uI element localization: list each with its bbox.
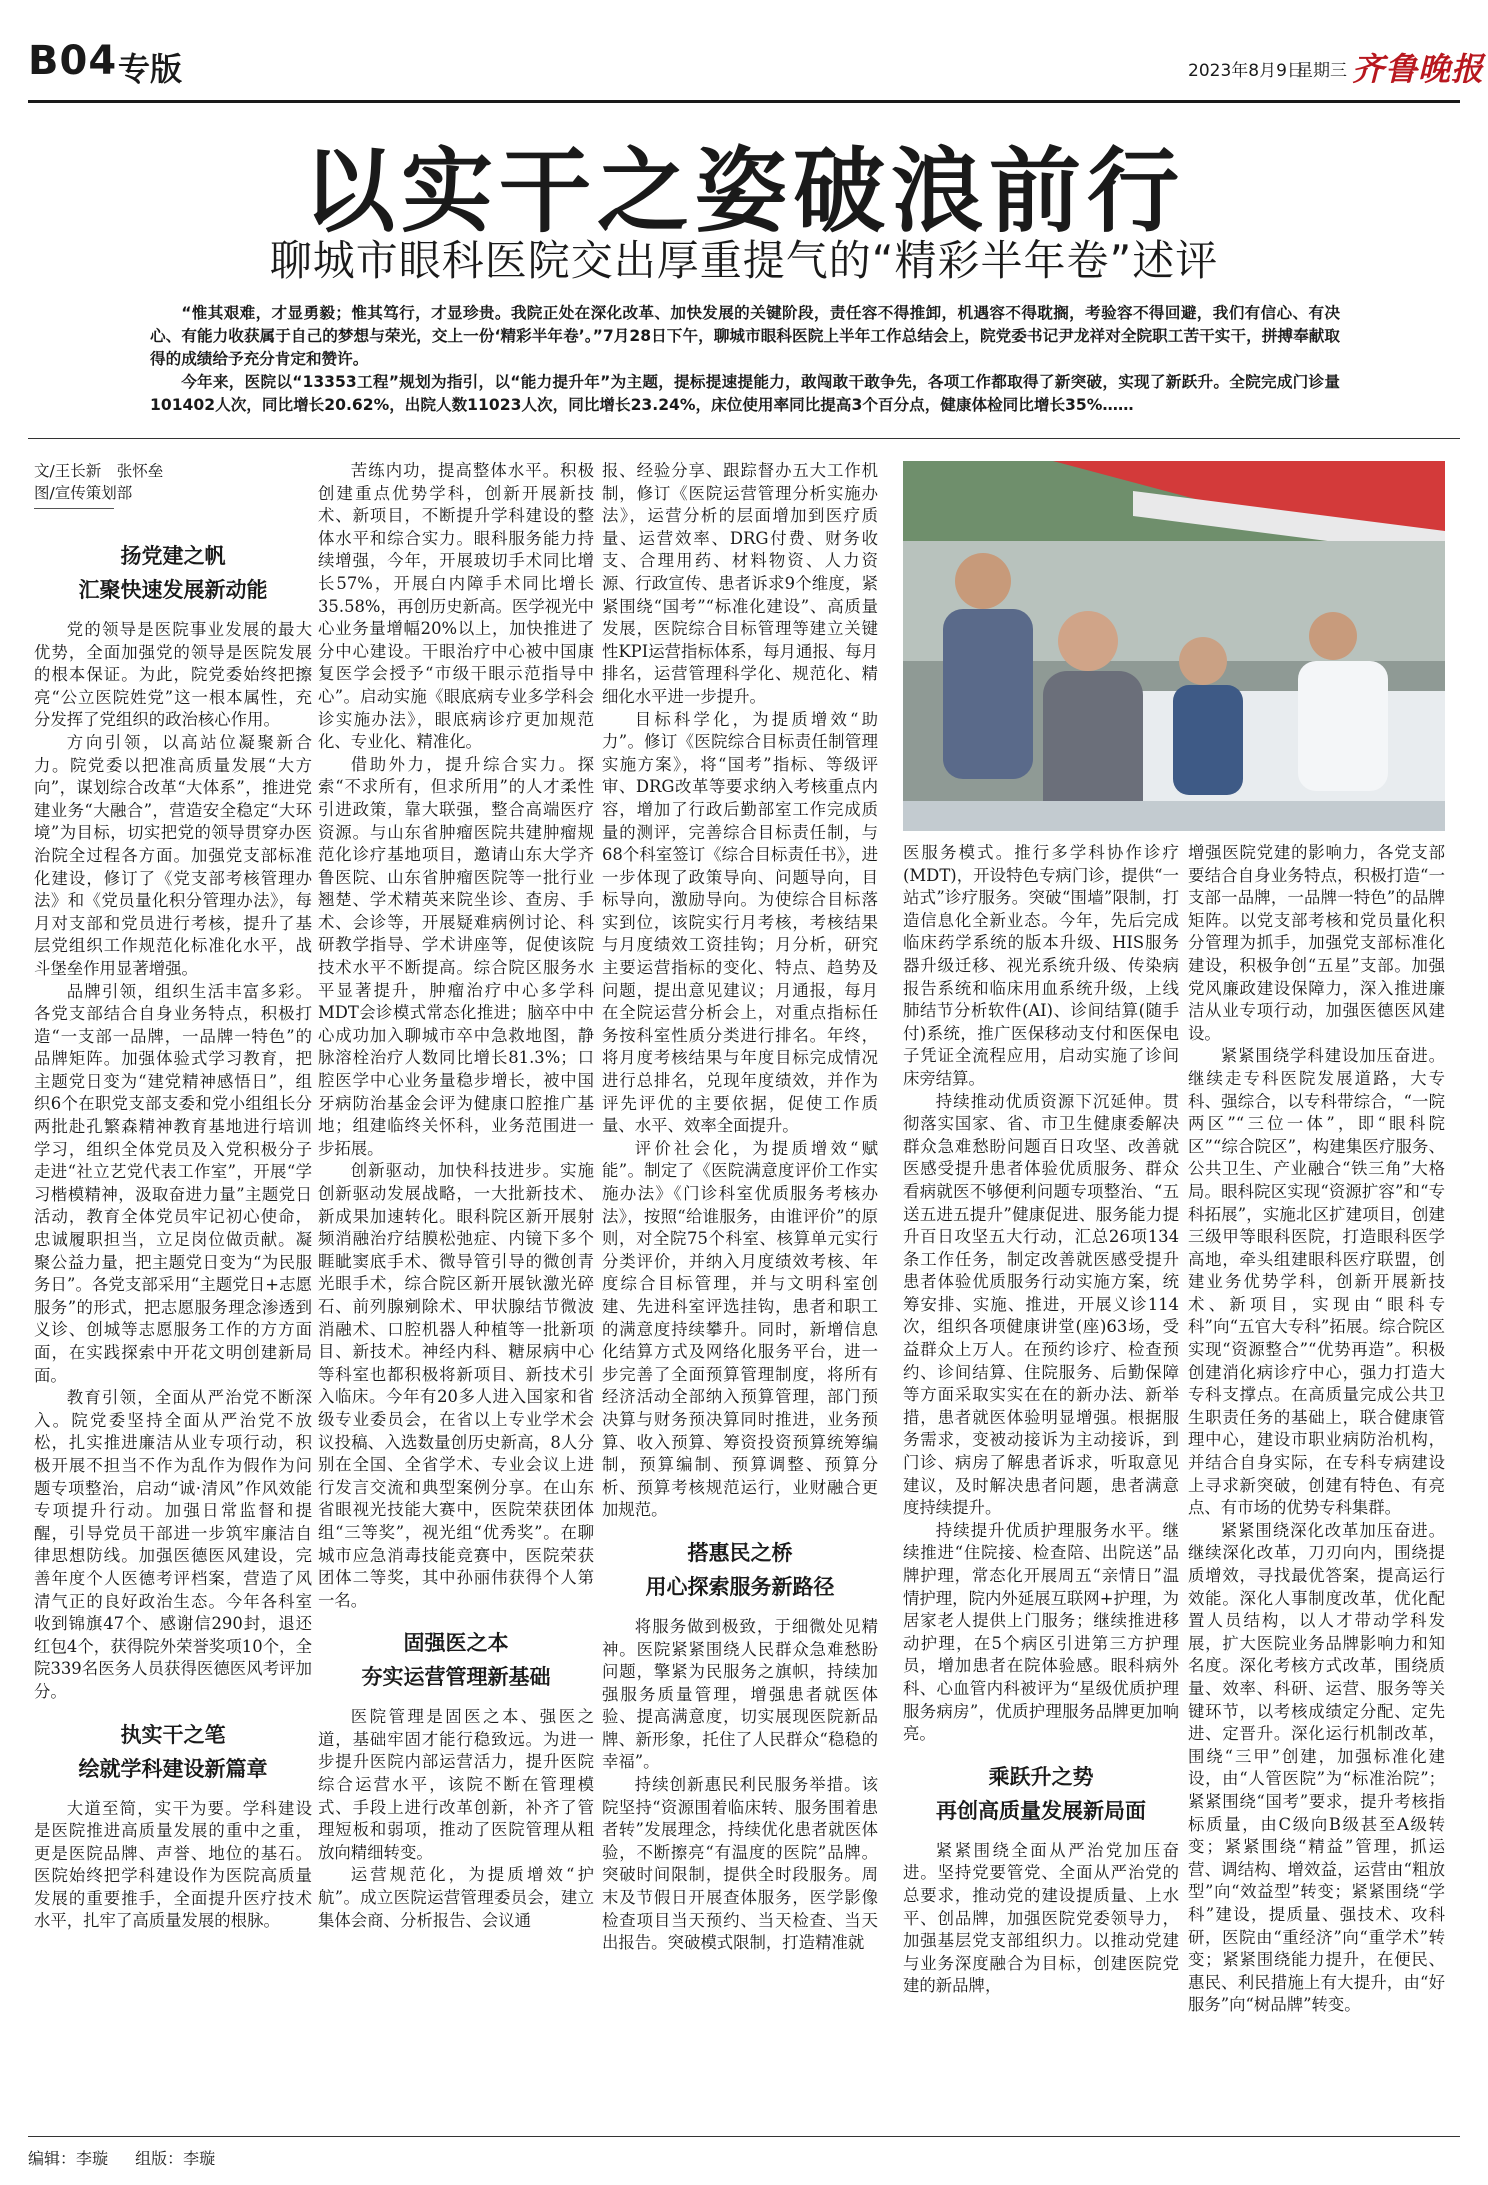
issue-date: 2023年8月9日: [1188, 61, 1304, 81]
body-paragraph: 报、经验分享、跟踪督办五大工作机制，修订《医院运营管理分析实施办法》，运营分析的层面增加到医疗质量、运营效率、DRG付费、财务收支、合理用药、材料物资、人力资源、行政宣传、患者诉求9个维度，紧紧围绕“国考”“标准化建设”、高质量发展，医院综合目标管理等建立关键性KPI运营指标体系，每月通报、每月排名，运营管理科学化、规范化、精细化水平进一步提升。: [602, 461, 878, 706]
body-paragraph: 持续创新惠民利民服务举措。该院坚持“资源围着临床转、服务围着患者转”发展理念，持续优化患者就医体验，不断擦亮“有温度的医院”品牌。突破时间限制，提供全时段服务。周末及节假日开展查体服务，医学影像检查项目当天预约、当天检查、当天出报告。突破模式限制，打造精准就: [602, 1775, 878, 1953]
newspaper-logo: 齐鲁晚报: [1352, 50, 1485, 88]
column-3: [602, 460, 878, 1955]
lead-rule: [28, 438, 1460, 439]
section-heading-main: 乘跃升之势: [988, 1764, 1094, 1789]
body-paragraph: 紧紧围绕深化改革加压奋进。继续深化改革，刀刃向内，围绕提质增效，寻找最优答案，提高运行效能。深化人事制度改革，优化配置人员结构，以人才带动学科发展，扩大医院业务品牌影响力和知名度。深化考核方式改革，围绕质量、效率、科研、运营、服务等关键环节，以考核成绩定分配、定先进、定晋升。深化运行机制改革，围绕“三甲”创建，加强标准化建设，由“人管医院”为“标准治院”；紧紧围绕“国考”要求，提升考核指标质量，由C级向B级甚至A级转变；紧紧围绕“精益”管理，抓运营、调结构、增效益，运营由“粗放型”向“效益型”转变；紧紧围绕“学科”建设，提质量、强技术、攻科研，医院由“重经济”向“重学术”转变；紧紧围绕能力提升，在便民、惠民、利民措施上有大提升，由“好服务”向“树品牌”转变。: [1188, 1520, 1445, 2015]
section-heading: [318, 1626, 594, 1694]
lead-paragraph: [150, 302, 1340, 417]
body-paragraph: 借助外力，提升综合实力。探索“不求所有，但求所用”的人才柔性引进政策，靠大联强，整合高端医疗资源。与山东省肿瘤医院共建肿瘤规范化诊疗基地项目，邀请山东大学齐鲁医院、山东省肿瘤医院等一批行业翘楚、学术精英来院坐诊、查房、手术、会诊等，开展疑难病例讨论、科研教学指导、学术讲座等，促使该院技术水平不断提高。综合院区服务水平显著提升，肿瘤治疗中心多学科MDT会诊模式常态化推进；脑卒中中心成功加入聊城市卒中急救地图，静脉溶栓治疗人数同比增长81.3%；口腔医学中心业务量稳步增长，被中国牙病防治基金会评为健康口腔推广基地；组建临终关怀科，业务范围进一步拓展。: [318, 754, 594, 1158]
body-paragraph: 持续提升优质护理服务水平。继续推进“住院接、检查陪、出院送”品牌护理，常态化开展周五“亲情日”温情护理，院内外延展互联网+护理，为居家老人提供上门服务；继续推进移动护理，在5个病区引进第三方护理员，增加患者在院体验感。眼科病外科、心血管内科被评为“星级优质护理服务病房”，优质护理服务品牌更加响亮。: [903, 1520, 1179, 1744]
section-heading: [34, 539, 312, 607]
section-heading: [602, 1536, 878, 1604]
body-paragraph: 将服务做到极致，于细微处见精神。医院紧紧围绕人民群众急难愁盼问题，擎紧为民服务之旗帜，持续加强服务质量管理，增强患者就医体验、提高满意度，切实展现医院新品牌、新形象，托住了人民群众“稳稳的幸福”。: [602, 1616, 878, 1772]
section-heading: [903, 1760, 1179, 1828]
section-heading-main: 搭惠民之桥: [687, 1540, 793, 1565]
column-1: [34, 460, 312, 1933]
body-paragraph: 党的领导是医院事业发展的最大优势，全面加强党的领导是医院发展的根本保证。为此，院党委始终把擦亮“公立医院姓党”这一根本属性，充分发挥了党组织的政治核心作用。: [34, 620, 312, 730]
header-rule: [28, 100, 1460, 103]
section-heading-sub: 再创高质量发展新局面: [936, 1798, 1146, 1823]
body-paragraph: 苦练内功，提高整体水平。积极创建重点优势学科，创新开展新技术、新项目，不断提升学科建设的整体水平和综合实力。眼科服务能力持续增强，今年，开展玻切手术同比增长57%，开展白内障手术同比增长35.58%，再创历史新高。医学视光中心业务量增幅20%以上，加快推进了分中心建设。干眼治疗中心被中国康复医学会授予“市级干眼示范指导中心”。启动实施《眼底病专业多学科会诊实施办法》，眼底病诊疗更加规范化、专业化、精准化。: [318, 461, 594, 752]
body-paragraph: 医服务模式。推行多学科协作诊疗(MDT)，开设特色专病门诊，提供“一站式”诊疗服务。突破“围墙”限制，打造信息化全新业态。今年，先后完成临床药学系统的版本升级、HIS服务器升级迁移、视光系统升级、传染病报告系统和临床用血系统升级，上线肺结节分析软件(AI)、诊间结算(随手付)系统，推广医保移动支付和医保电子凭证全流程应用，启动实施了诊间床旁结算。: [903, 843, 1179, 1088]
body-paragraph: 教育引领，全面从严治党不断深入。院党委坚持全面从严治党不放松，扎实推进廉洁从业专项行动，积极开展不担当不作为乱作为假作为问题专项整治，启动“诚·清风”作风效能专项提升行动。加强日常监督和提醒，引导党员干部进一步筑牢廉洁自律思想防线。加强医德医风建设，完善年度个人医德考评档案，营造了风清气正的良好政治生态。今年各科室收到锦旗47个、感谢信290封，退还红包4个，获得院外荣誉奖项10个，全院339名医务人员获得医德医风考评加分。: [34, 1388, 312, 1701]
footer-layout: 组版：李璇: [135, 2149, 216, 2168]
body-paragraph: 紧紧围绕全面从严治党加压奋进。坚持党要管党、全面从严治党的总要求，推动党的建设提质量、上水平、创品牌，加强医院党委领导力，加强基层党支部组织力。以推动党建与业务深度融合为目标，创建医院党建的新品牌，: [903, 1840, 1179, 1996]
column-4: [903, 842, 1179, 1998]
section-heading-main: 扬党建之帆: [120, 544, 226, 568]
section-label: 专版: [118, 50, 183, 88]
section-heading-main: 执实干之笔: [120, 1722, 226, 1747]
issue-weekday: 星期三: [1296, 61, 1347, 81]
section-heading-sub: 汇聚快速发展新动能: [78, 578, 268, 602]
lead-paragraph-2: 今年来，医院以“13353工程”规划为指引，以“能力提升年”为主题，提标提速提能力，敢闯敢干敢争先，各项工作都取得了新突破，实现了新跃升。全院完成门诊量101402人次，同比增长20.62%，出院人数11023人次，同比增长23.24%，床位使用率同比提高3个百分点，健康体检同比增长35%……: [150, 373, 1340, 414]
article-subtitle: 聊城市眼科医院交出厚重提气的“精彩半年卷”述评: [269, 236, 1219, 285]
section-heading-sub: 用心探索服务新路径: [645, 1574, 835, 1599]
lead-paragraph-1: “惟其艰难，才显勇毅；惟其笃行，才显珍贵。我院正处在深化改革、加快发展的关键阶段，责任容不得推卸，机遇容不得耽搁，考验容不得回避，我们有信心、有决心、有能力收获属于自己的梦想与荣光，交上一份‘精彩半年卷’。”7月28日下午，聊城市眼科医院上半年工作总结会上，院党委书记尹龙祥对全院职工苦干实干，拼搏奉献取得的成绩给予充分肯定和赞许。: [150, 304, 1340, 368]
byline-author: 文/王长新 张怀垒: [34, 462, 164, 480]
body-paragraph: 品牌引领，组织生活丰富多彩。各党支部结合自身业务特点，积极打造“一支部一品牌，一品牌一特色”的品牌矩阵。加强体验式学习教育，把主题党日变为“建党精神感悟日”，组织6个在职党支部支委和党小组组长分两批赴孔繁森精神教育基地进行培训学习，组织全体党员及入党积极分子走进“社立艺党代表工作室”，开展“学习楷模精神，汲取奋进力量”主题党日活动，教育全体党员牢记初心使命，忠诚履职担当，立足岗位做贡献。凝聚公益力量，把主题党日变为“为民服务日”。各党支部采用“主题党日+志愿服务”的形式，把志愿服务理念渗透到义诊、创城等志愿服务工作的方方面面，在实践探索中开花文明创建新局面。: [34, 981, 312, 1385]
section-heading: [34, 1718, 312, 1786]
body-paragraph: 目标科学化，为提质增效“助力”。修订《医院综合目标责任制管理实施方案》，将“国考”指标、等级评审、DRG改革等要求纳入考核重点内容，增加了行政后勤部室工作完成质量的测评，完善综合目标责任制，与68个科室签订《综合目标责任书》，进一步体现了政策导向、问题导向，目标导向，激励导向。为使综合目标落实到位，该院实行月考核，考核结果与月度绩效工资挂钩；月分析，研究主要运营指标的变化、特点、趋势及问题，提出意见建议；月通报，每月在全院运营分析会上，对重点指标任务按科室性质分类进行排名。年终，将月度考核结果与年度目标完成情况进行总排名，兑现年度绩效，并作为评先评优的主要依据，促使工作质量、水平、效率全面提升。: [602, 709, 878, 1136]
photo-illustration: [903, 461, 1445, 831]
column-2: [318, 460, 594, 1932]
section-heading-sub: 夯实运营管理新基础: [361, 1665, 551, 1690]
body-paragraph: 医院管理是固医之本、强医之道，基础牢固才能行稳致远。为进一步提升医院内部运营活力，提升医院综合运营水平，该院不断在管理模式、手段上进行改革创新，补齐了管理短板和弱项，推动了医院管理从粗放向精细转变。: [318, 1707, 594, 1862]
body-paragraph: 评价社会化，为提质增效“赋能”。制定了《医院满意度评价工作实施办法》《门诊科室优质服务考核办法》，按照“给谁服务，由谁评价”的原则，对全院75个科室、核算单元实行分类评价，并纳入月度绩效考核、年度综合目标管理，并与文明科室创建、先进科室评选挂钩，患者和职工的满意度持续攀升。同时，新增信息化结算方式及网络化服务平台，进一步完善了全面预算管理制度，将所有经济活动全部纳入预算管理，部门预决算与财务预决算同时推进，业务预算、收入预算、筹资投资预算统筹编制，预算编制、预算调整、预算分析、预算考核规范运行，业财融合更加规范。: [602, 1138, 878, 1520]
body-paragraph: 大道至简，实干为要。学科建设是医院推进高质量发展的重中之重，更是医院品牌、声誉、地位的基石。医院始终把学科建设作为医院高质量发展的重要推手，全面提升医疗技术水平，扎牢了高质量发展的根脉。: [34, 1798, 312, 1931]
column-5: [1188, 842, 1445, 2017]
byline: [34, 460, 312, 504]
section-heading-sub: 绘就学科建设新篇章: [78, 1756, 268, 1781]
footer-credits: [28, 2146, 237, 2169]
footer-editor: 编辑：李璇: [28, 2149, 109, 2168]
body-paragraph: 运营规范化，为提质增效“护航”。成立医院运营管理委员会，建立集体会商、分析报告、会议通: [318, 1865, 594, 1930]
body-paragraph: 创新驱动，加快科技进步。实施创新驱动发展战略，一大批新技术、新成果加速转化。眼科院区新开展射频消融治疗结膜松弛症、内镜下多个睚眦窦底手术、微导管引导的微创青光眼手术，综合院区新开展钬激光碎石、前列腺剜除术、甲状腺结节微波消融术、口腔机器人种植等一批新项目、新技术。神经内科、糖尿病中心等科室也都积极将新项目、新技术引入临床。今年有20多人进入国家和省级专业委员会，在省以上专业学术会议投稿、入选数量创历史新高，8人分别在全国、全省学术、专业会议上进行发言交流和典型案例分享。在山东省眼视光技能大赛中，医院荣获团体组“三等奖”，视光组“优秀奖”。在聊城市应急消毒技能竞赛中，医院荣获团体二等奖，其中孙丽伟获得个人第一名。: [318, 1161, 594, 1610]
photo-community-health-service: [903, 461, 1445, 831]
byline-photo-credit: 图/宣传策划部: [34, 484, 133, 502]
section-heading-main: 固强医之本: [403, 1631, 509, 1656]
body-paragraph: 紧紧围绕学科建设加压奋进。继续走专科医院发展道路，大专科、强综合，以专科带综合，“一院两区”“三位一体”，即“眼科院区”“综合院区”，构建集医疗服务、公共卫生、产业融合“铁三角”大格局。眼科院区实现“资源扩容”和“专科拓展”，实施北区扩建项目，创建三级甲等眼科医院，打造眼科医学高地，牵头组建眼科医疗联盟，创建业务优势学科，创新开展新技术、新项目，实现由“眼科专科”向“五官大专科”拓展。综合院区实现“资源整合”“优势再造”。积极创建消化病诊疗中心，强力打造大专科支撑点。在高质量完成公共卫生职责任务的基础上，联合健康管理中心，建设市职业病防治机构，并结合自身实际，在专科专病建设上寻求新突破，创建有特色、有亮点、有市场的优势专科集群。: [1188, 1046, 1445, 1518]
page-number: B04: [28, 38, 118, 84]
byline-rule: [34, 508, 114, 509]
body-paragraph: 方向引领，以高站位凝聚新合力。院党委以把准高质量发展“大方向”，谋划综合改革“大体系”，推进党建业务“大融合”，营造安全稳定“大环境”为目标，切实把党的领导贯穿办医治院全过程各方面。加强党支部标准化建设，修订了《党支部考核管理办法》和《党员量化积分管理办法》，每月对支部和党员进行考核，提升了基层党组织工作规范化标准化水平，战斗堡垒作用显著增强。: [34, 732, 312, 978]
footer-rule: [28, 2136, 1460, 2137]
body-paragraph: 持续推动优质资源下沉延伸。贯彻落实国家、省、市卫生健康委解决群众急难愁盼问题百日攻坚、改善就医感受提升患者体验优质服务、群众看病就医不够便利问题专项整治、“五送五进五提升”健康促进、服务能力提升百日攻坚五大行动，汇总26项134条工作任务，制定改善就医感受提升患者体验优质服务行动实施方案，统筹安排、实施、推进，开展义诊114次，组织各项健康讲堂(座)63场，受益群众上万人。在预约诊疗、检查预约、诊间结算、住院服务、后勤保障等方面采取实实在在的新办法、新举措，患者就医体验明显增强。根据服务需求，变被动接诉为主动接诉，到门诊、病房了解患者诉求，听取意见建议，及时解决患者问题，患者满意度持续提升。: [903, 1091, 1179, 1518]
body-paragraph: 增强医院党建的影响力，各党支部要结合自身业务特点，积极打造“一支部一品牌，一品牌一特色”的品牌矩阵。以党支部考核和党员量化积分管理为抓手，加强党支部标准化建设，积极争创“五星”支部。加强党风廉政建设保障力，深入推进廉洁从业专项行动，加强医德医风建设。: [1188, 843, 1445, 1043]
article-title: 以实干之姿破浪前行: [302, 137, 1185, 245]
